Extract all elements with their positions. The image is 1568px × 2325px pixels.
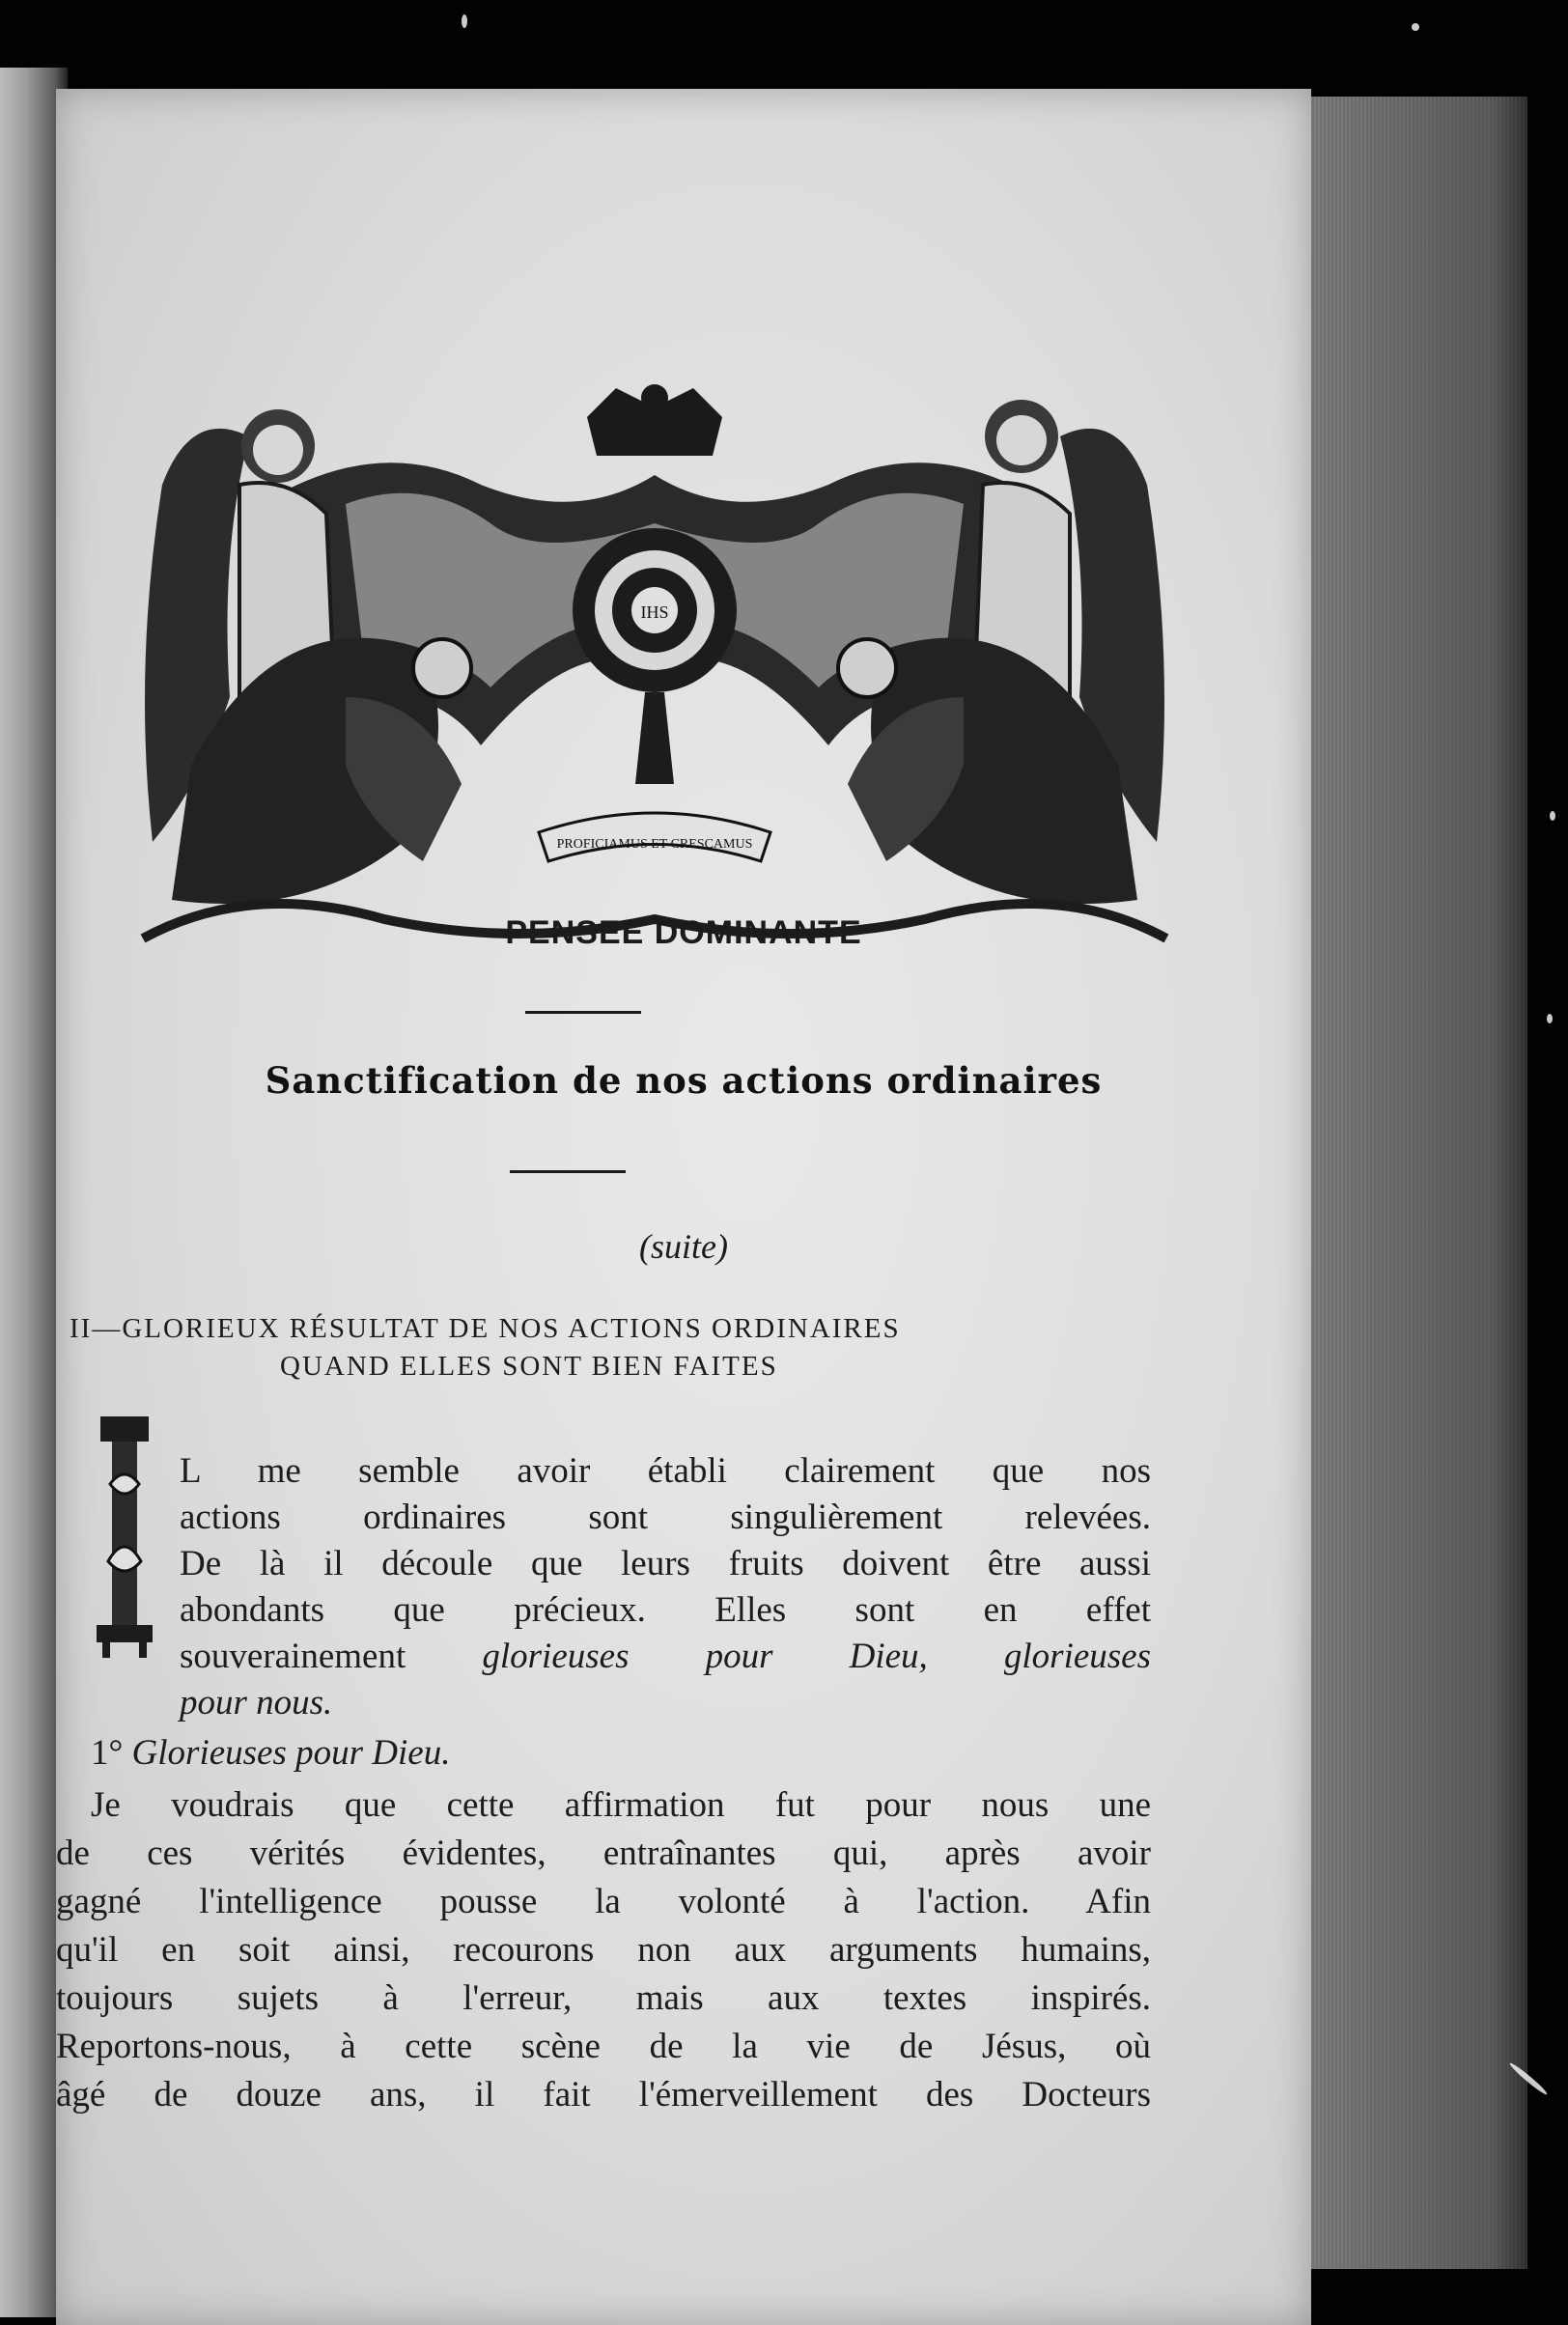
body-line-8: Je voudrais que cette affirmation fut pour nous une — [91, 1785, 1151, 1825]
body-line-7 — [91, 1732, 450, 1774]
suite-label: (suite) — [639, 1227, 728, 1266]
banner-text: PROFICIAMUS ET CRESCAMUS — [556, 837, 753, 852]
angels-monstrance-engraving — [133, 378, 1176, 943]
body-line-5 — [180, 1636, 1151, 1677]
film-speck — [1412, 23, 1419, 31]
body-line-2: actions ordinaires sont singulièrement relevées. — [180, 1498, 1151, 1537]
book-page — [56, 89, 1311, 2325]
body-line-3: De là il découle que leurs fruits doivent être aussi — [180, 1544, 1151, 1583]
body-line-10: gagné l'intelligence pousse la volonté à l'action. Afin — [56, 1882, 1151, 1921]
body-line-6: pour nous. — [180, 1683, 333, 1723]
section-heading: PENSEE DOMINANTE — [505, 914, 862, 951]
divider-rule-2 — [510, 1170, 626, 1173]
film-speck — [462, 14, 467, 28]
film-speck — [1547, 1014, 1553, 1023]
body-line-5-normal: souverainement — [180, 1637, 483, 1676]
section-title-line-2: QUAND ELLES SONT BIEN FAITES — [280, 1351, 778, 1382]
body-line-7-italic: Glorieuses pour Dieu. — [131, 1733, 451, 1773]
dropcap-i-icon — [91, 1416, 158, 1658]
divider-rule-1 — [525, 1011, 641, 1014]
body-line-4: abondants que précieux. Elles sont en effet — [180, 1590, 1151, 1630]
body-line-7-number: 1° — [91, 1733, 132, 1773]
section-title-line-1: II—GLORIEUX RÉSULTAT DE NOS ACTIONS ORDINAIRES — [70, 1313, 901, 1344]
monstrance-icon — [573, 528, 737, 784]
body-line-1: L me semble avoir établi clairement que nos — [180, 1451, 1151, 1491]
book-fore-edge — [1305, 97, 1527, 2269]
body-line-14: âgé de douze ans, il fait l'émerveillement des Docteurs — [56, 2075, 1151, 2115]
body-line-11: qu'il en soit ainsi, recourons non aux arguments humains, — [56, 1930, 1151, 1970]
body-line-12: toujours sujets à l'erreur, mais aux textes inspirés. — [56, 1978, 1151, 2018]
film-speck — [1550, 811, 1555, 821]
body-line-13: Reportons-nous, à cette scène de la vie de Jésus, où — [56, 2027, 1151, 2066]
body-line-9: de ces vérités évidentes, entraînantes qui, après avoir — [56, 1834, 1151, 1873]
body-line-5-italic: glorieuses pour Dieu, glorieuses — [482, 1637, 1151, 1676]
svg-text:IHS: IHS — [640, 602, 669, 622]
chapter-subtitle: Sanctification de nos actions ordinaires — [265, 1059, 1103, 1102]
